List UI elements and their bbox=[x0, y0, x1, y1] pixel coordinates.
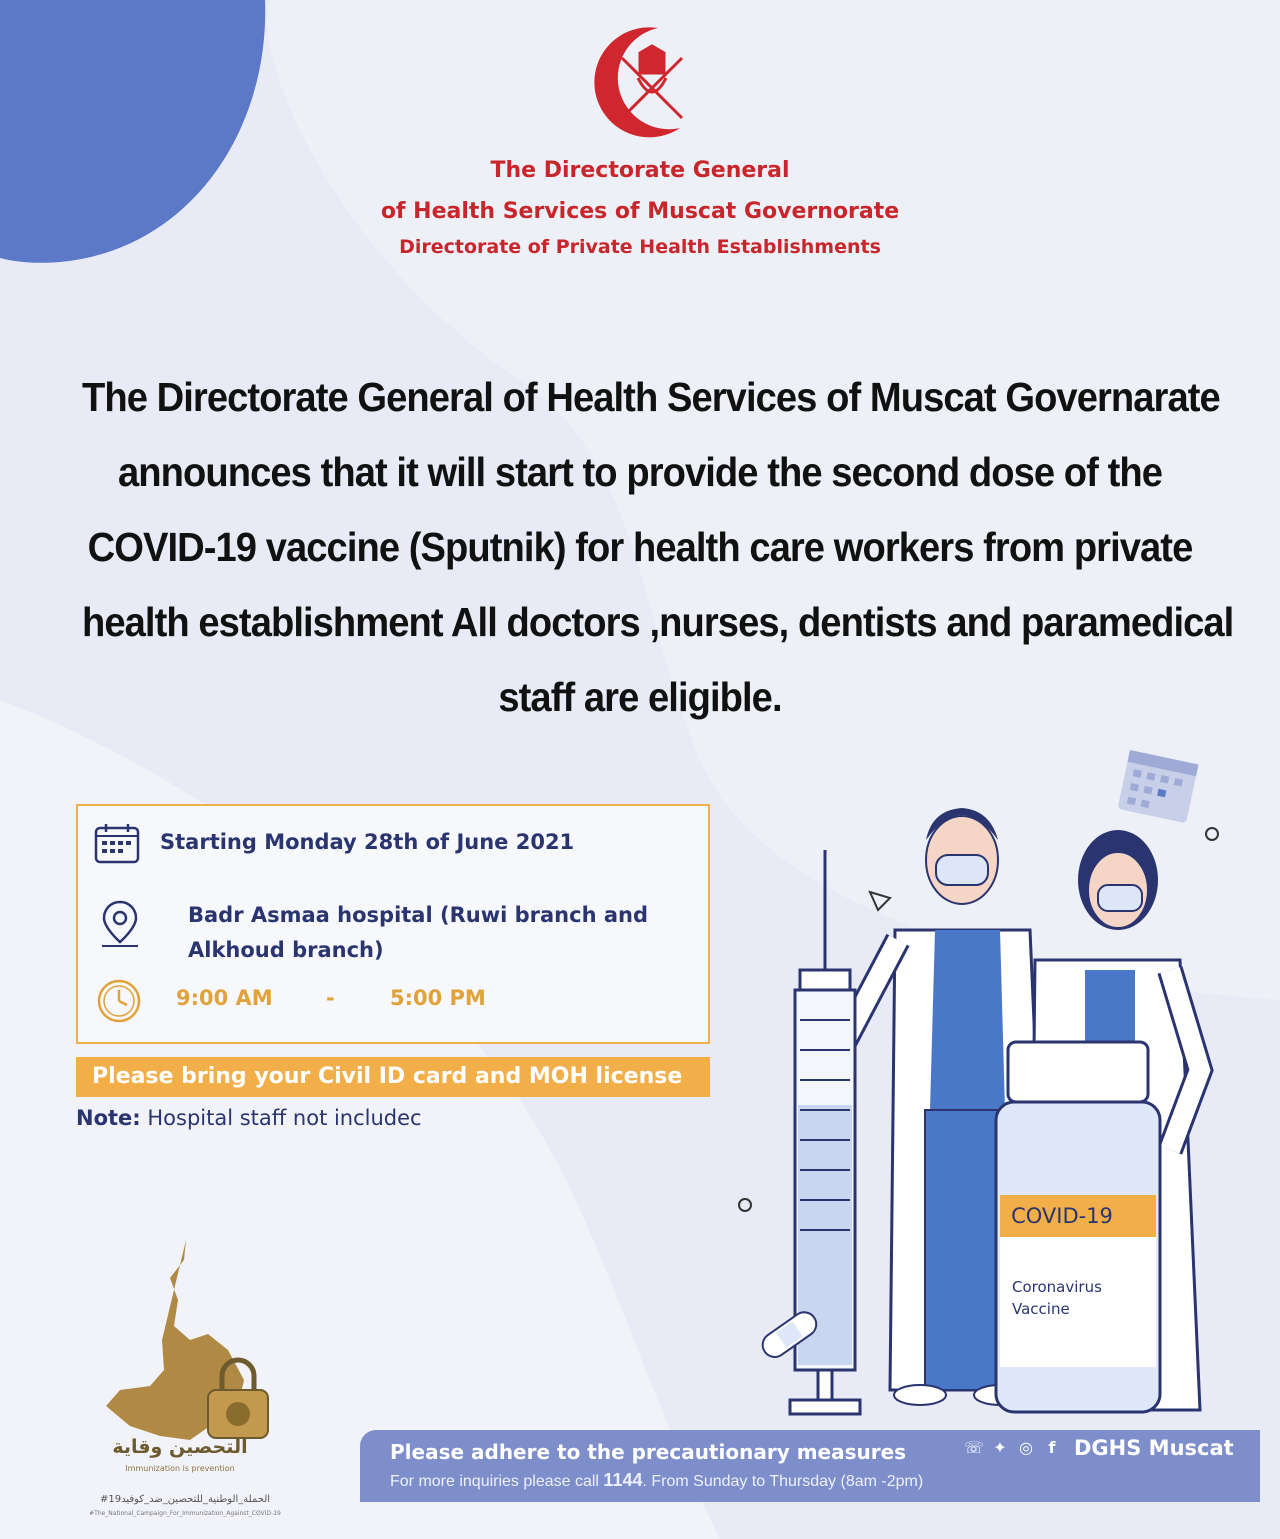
vaccine-vial-figure bbox=[996, 1042, 1160, 1412]
whatsapp-icon[interactable]: ☏ bbox=[964, 1438, 985, 1457]
twitter-icon[interactable]: ✦ bbox=[993, 1438, 1007, 1457]
location-pin-icon bbox=[98, 898, 142, 950]
oman-emblem-icon bbox=[580, 18, 700, 148]
campaign-logo bbox=[90, 1230, 300, 1530]
header-subtitle: of Health Services of Muscat Governorate bbox=[380, 199, 900, 224]
instagram-icon[interactable]: ◎ bbox=[1019, 1438, 1033, 1457]
inquiries-text: For more inquiries please call 1144. From Sunday to Thursday (8am -2pm) bbox=[390, 1470, 924, 1490]
calendar-icon bbox=[94, 822, 140, 864]
location-text: Badr Asmaa hospital (Ruwi branch and Alkhoud branch) bbox=[188, 903, 648, 962]
vaccine-illustration bbox=[700, 730, 1280, 1450]
start-date: Starting Monday 28th of June 2021 bbox=[160, 830, 575, 854]
calendar-doodle-icon bbox=[1118, 750, 1199, 823]
announcement-text bbox=[82, 360, 1234, 735]
footer-bar bbox=[360, 1430, 1260, 1502]
social-icons bbox=[964, 1438, 1062, 1458]
time-separator: - bbox=[326, 986, 335, 1010]
phone-number: 1144 bbox=[603, 1470, 643, 1490]
note-text: Hospital staff not includec bbox=[140, 1106, 422, 1130]
header-title: The Directorate General bbox=[490, 158, 790, 183]
clock-icon bbox=[96, 978, 142, 1024]
announcement-line: COVID-19 vaccine (Sputnik) for health care workers from private bbox=[87, 524, 1193, 570]
header-department: Directorate of Private Health Establishments bbox=[399, 236, 881, 258]
announcement-line: health establishment All doctors ,nurses, dentists and paramedical bbox=[82, 599, 1234, 645]
announcement-line: The Directorate General of Health Services of Muscat Governarate bbox=[82, 374, 1220, 420]
time-end: 5:00 PM bbox=[390, 986, 486, 1010]
vial-text-1: Coronavirus bbox=[1012, 1278, 1102, 1296]
vial-text-2: Vaccine bbox=[1012, 1300, 1070, 1318]
campaign-hashtag-english: #The_National_Campaign_For_Immunization_Against_COVID-19 bbox=[89, 1510, 281, 1517]
details-box bbox=[76, 804, 710, 1044]
announcement-line: announces that it will start to provide the second dose of the bbox=[117, 449, 1162, 495]
social-handle[interactable]: DGHS Muscat bbox=[1074, 1436, 1234, 1460]
precaution-text: Please adhere to the precautionary measures bbox=[390, 1440, 907, 1464]
announcement-line: staff are eligible. bbox=[498, 674, 782, 720]
campaign-arabic-title: التحصين وقاية bbox=[112, 1436, 248, 1458]
campaign-english-title: Immunization is prevention bbox=[125, 1464, 235, 1473]
vial-label: COVID-19 bbox=[1011, 1204, 1113, 1228]
campaign-hashtag-arabic: #الحملة_الوطنية_للتحصين_ضد_كوفيد19 bbox=[99, 1494, 271, 1505]
note-label: Note: bbox=[76, 1106, 141, 1130]
facebook-icon[interactable]: f bbox=[1048, 1438, 1056, 1457]
time-start: 9:00 AM bbox=[176, 986, 273, 1010]
note bbox=[76, 1106, 422, 1130]
bring-documents-banner: Please bring your Civil ID card and MOH license bbox=[76, 1057, 710, 1097]
